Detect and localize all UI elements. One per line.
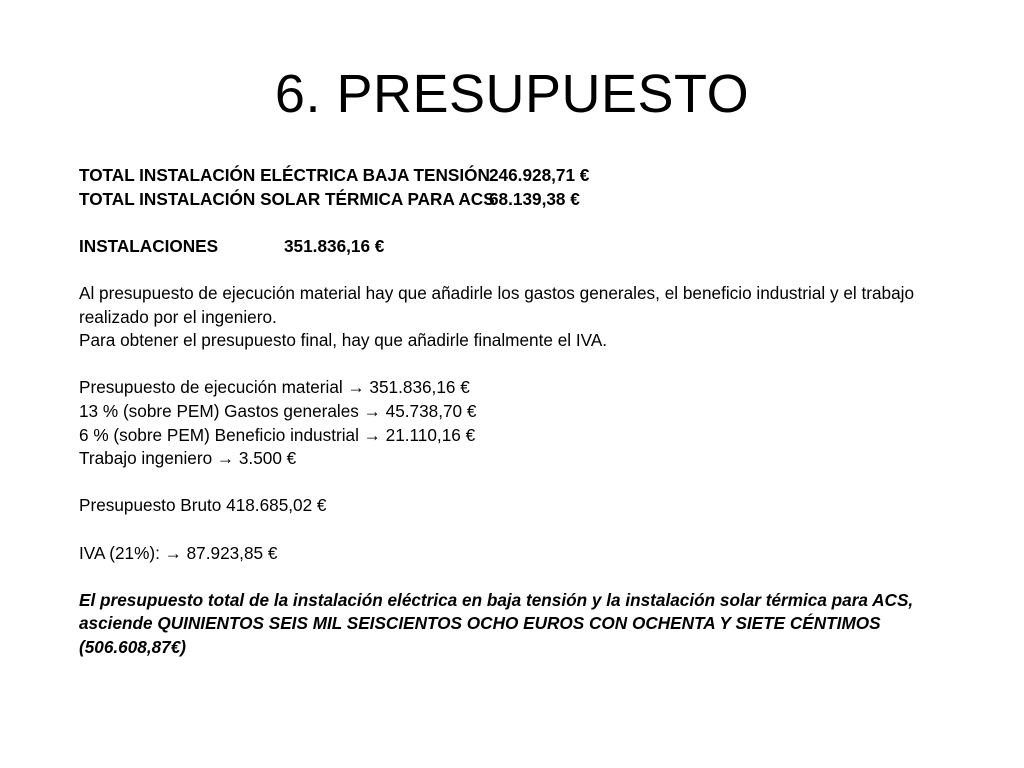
breakdown-beneficio-industrial: 6 % (sobre PEM) Beneficio industrial → 21.110,16 € <box>79 424 476 445</box>
spacer <box>79 258 959 282</box>
instalaciones-label: INSTALACIONES <box>79 235 219 256</box>
instalaciones-value: 351.836,16 € <box>284 235 385 256</box>
conclusion-paragraph: El presupuesto total de la instalación eléctrica en baja tensión y la instalación solar térmica para ACS, asciende QUINIENTOS SEIS MIL SEISCIENTOS OCHO EUROS CON OCHENTA Y SIETE CÉNTIMOS (506.608,87€) <box>79 589 914 657</box>
total-solar-value: 68.139,38 € <box>489 188 580 209</box>
total-solar-row <box>79 188 959 212</box>
iva-note-paragraph: Para obtener el presupuesto final, hay que añadirle finalmente el IVA. <box>79 330 608 351</box>
spacer <box>79 353 959 377</box>
breakdown-pem: Presupuesto de ejecución material → 351.836,16 € <box>79 377 470 398</box>
iva-line: IVA (21%): → 87.923,85 € <box>79 542 278 563</box>
intro-paragraph: Al presupuesto de ejecución material hay que añadirle los gastos generales, el beneficio industrial y el trabajo realizado por el ingeniero. <box>79 282 915 327</box>
presupuesto-bruto: Presupuesto Bruto 418.685,02 € <box>79 495 327 516</box>
slide-body <box>79 164 959 659</box>
slide-title: 6. PRESUPUESTO <box>274 64 750 124</box>
breakdown-gastos-generales: 13 % (sobre PEM) Gastos generales → 45.738,70 € <box>79 400 477 421</box>
total-solar-label: TOTAL INSTALACIÓN SOLAR TÉRMICA PARA ACS <box>79 188 495 209</box>
total-electrica-label: TOTAL INSTALACIÓN ELÉCTRICA BAJA TENSIÓN <box>79 165 490 185</box>
spacer <box>79 518 959 542</box>
total-electrica-value: 246.928,71 € <box>489 165 590 185</box>
breakdown-trabajo-ingeniero: Trabajo ingeniero → 3.500 € <box>79 448 297 469</box>
instalaciones-row <box>79 235 959 259</box>
spacer <box>79 471 959 495</box>
total-electrica-row <box>79 164 959 188</box>
spacer <box>79 565 959 589</box>
spacer <box>79 211 959 235</box>
